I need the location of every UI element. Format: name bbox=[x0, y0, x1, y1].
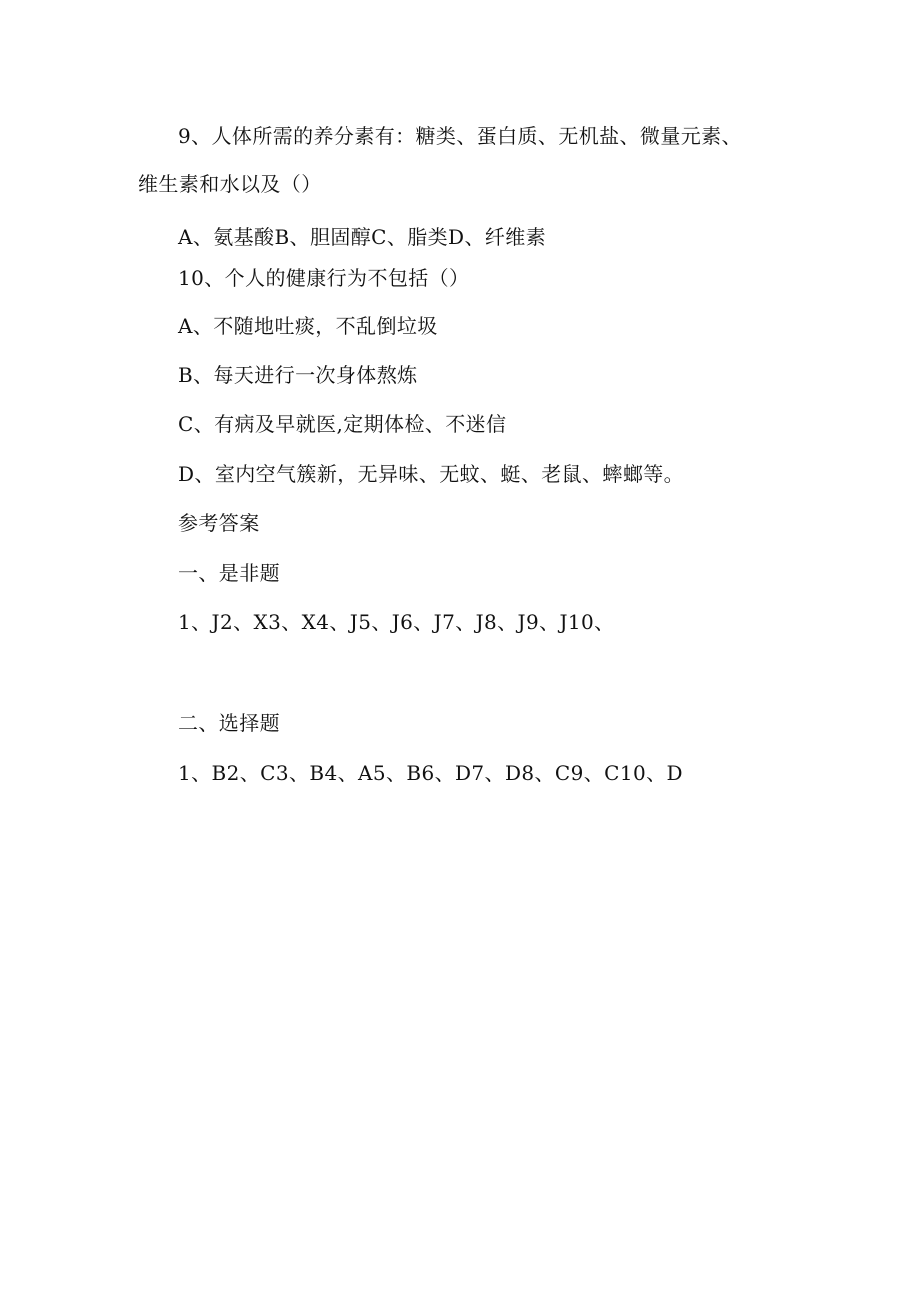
answer-section-2-content: 1、B2、C3、B4、A5、B6、D7、D8、C9、C10、D bbox=[178, 761, 683, 785]
question-10-option-a: A、不随地吐痰，不乱倒垃圾 bbox=[178, 314, 438, 338]
answer-key-heading: 参考答案 bbox=[178, 511, 260, 535]
question-9-stem-line1: 9、人体所需的养分素有：糖类、蛋白质、无机盐、微量元素、 bbox=[178, 124, 742, 148]
question-10-option-d: D、室内空气簇新，无异味、无蚊、蜓、老鼠、蟀螂等。 bbox=[178, 462, 685, 486]
answer-section-2-title: 二、选择题 bbox=[178, 711, 280, 735]
answer-section-1-content: 1、J2、X3、X4、J5、J6、J7、J8、J9、J10、 bbox=[178, 610, 615, 634]
question-10-option-c: C、有病及早就医,定期体检、不迷信 bbox=[178, 412, 507, 436]
question-9-options: A、氨基酸B、胆固醇C、脂类D、纤维素 bbox=[178, 225, 547, 249]
answer-section-1-title: 一、是非题 bbox=[178, 561, 280, 585]
question-9-stem-line2: 维生素和水以及（） bbox=[138, 172, 322, 196]
question-10-option-b: B、每天进行一次身体熬炼 bbox=[178, 363, 418, 387]
question-10-stem: 10、个人的健康行为不包括（） bbox=[178, 266, 470, 290]
